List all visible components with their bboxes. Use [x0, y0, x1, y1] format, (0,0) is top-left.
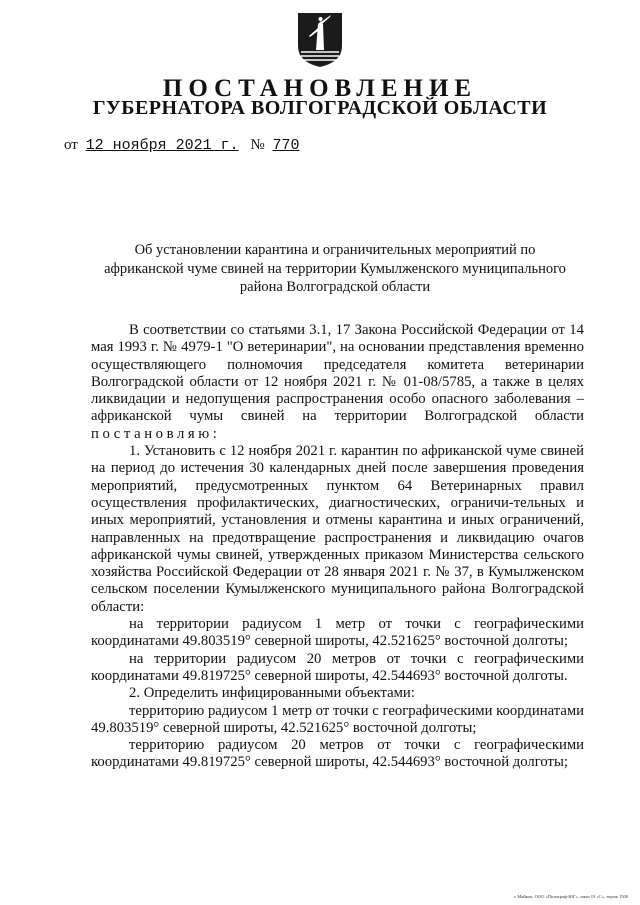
body-paragraph: территорию радиусом 20 метров от точки с географическими координатами 49.819725° северной широты, 42.544693° восточной долготы;	[91, 737, 584, 771]
document-subject: Об установлении карантина и ограничительных мероприятий по африканской чуме свиней на территории Кумылженского муниципального района Волгоградской области	[104, 242, 566, 295]
date-number-line	[64, 137, 303, 154]
document-title: ПОСТАНОВЛЕНИЕ	[162, 75, 478, 102]
resolve-keyword: постановляю:	[91, 425, 221, 442]
document-number: 770	[272, 137, 300, 154]
body-paragraph: 2. Определить инфицированными объектами:	[129, 685, 415, 702]
document-body	[91, 322, 584, 772]
body-paragraph: территорию радиусом 1 метр от точки с географическими координатами 49.803519° северной широты, 42.521625° восточной долготы;	[91, 702, 584, 736]
body-paragraph: на территории радиусом 1 метр от точки с географическими координатами 49.803519° северной широты, 42.521625° восточной долготы;	[91, 616, 584, 650]
preamble-paragraph	[91, 322, 584, 443]
number-label: №	[250, 137, 265, 153]
from-label: от	[64, 137, 78, 153]
body-paragraph: на территории радиусом 20 метров от точки с географическими координатами 49.819725° северной широты, 42.544693° восточной долготы.	[91, 650, 584, 684]
coat-of-arms-emblem	[297, 12, 343, 68]
document-date: 12 ноября 2021 г.	[85, 137, 239, 154]
preamble-text: В соответствии со статьями 3.1, 17 Закона Российской Федерации от 14 мая 1993 г. № 4979-1 "О ветеринарии", на основании представления временно осуществляющего полномочия председателя комитета ветеринарии Волгоградской области от 12 ноября 2021 г. № 01-08/5785, а также в целях ликвидации и недопущения распространения особо опасного заболевания – африканской чумы свиней на территории Волгоградской области	[91, 322, 584, 425]
body-paragraph: 1. Установить с 12 ноября 2021 г. карантин по африканской чуме свиней на период до истечения 30 календарных дней после завершения проведения мероприятий, предусмотренных пунктом 64 Ветеринарных правил осуществления профилактических, диагностических, ограничи-тельных и иных мероприятий, установления и отмены карантина и иных ограничений, направленных на предотвращение распространения и ликвидацию очагов африканской чумы свиней, утвержденных приказом Министерства сельского хозяйства Российской Федерации от 28 января 2021 г. № 37, в Кумылженском сельском поселении Кумылженского муниципального района Волгоградской области:	[91, 443, 584, 615]
printer-imprint: г. Майкоп, ООО «Полиграф-ЮГ», заказ 19 «С», тираж 1500	[513, 894, 628, 899]
issuer-title: ГУБЕРНАТОРА ВОЛГОГРАДСКОЙ ОБЛАСТИ	[92, 97, 548, 119]
